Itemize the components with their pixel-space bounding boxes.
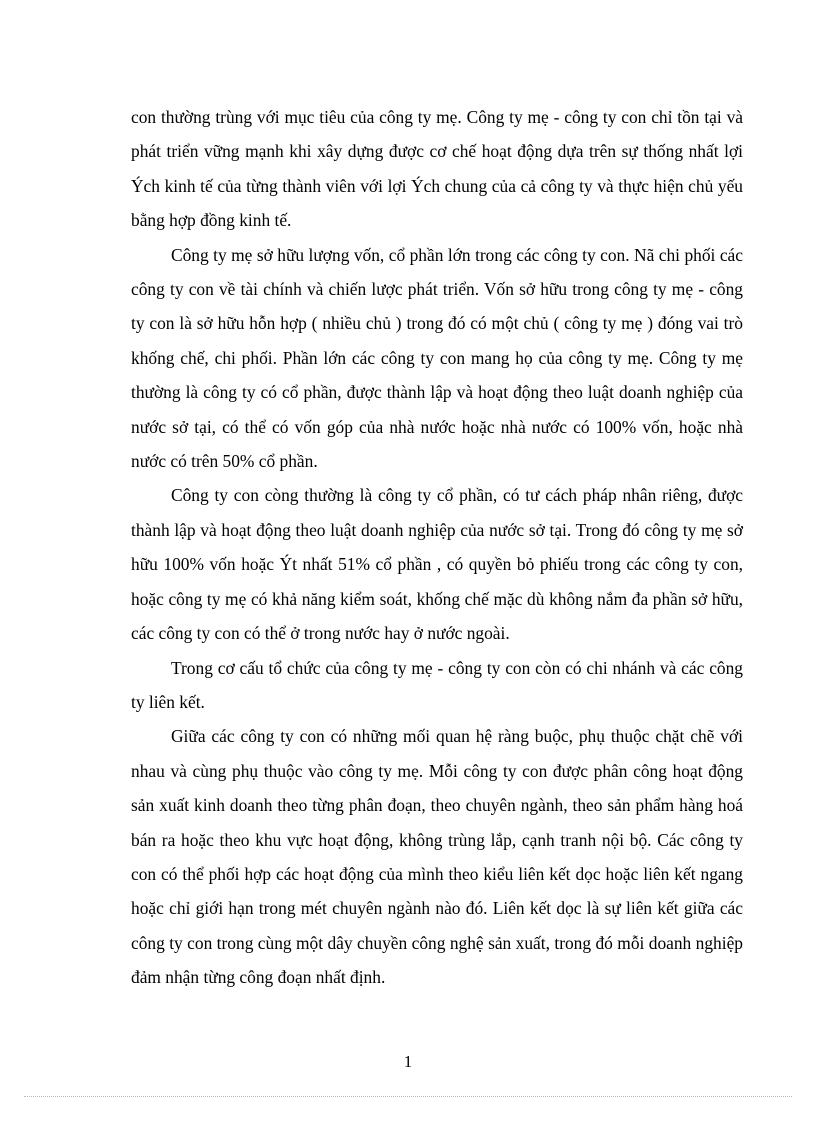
page-number: 1 (403, 1052, 413, 1071)
paragraph-5: Giữa các công ty con có những mối quan hệ ràng buộc, phụ thuộc chặt chẽ với nhau và cùng phụ thuộc vào công ty mẹ. Mỗi công ty con được phân công hoạt động sản xuất kinh doanh theo từng phân đoạn, theo chuyên ngành, theo sản phẩm hàng hoá bán ra hoặc theo khu vực hoạt động, không trùng lắp, cạnh tranh nội bộ. Các công ty con có thể phối hợp các hoạt động của mình theo kiểu liên kết dọc hoặc liên kết ngang hoặc chỉ giới hạn trong mét chuyên ngành nào đó. Liên kết dọc là sự liên kết giữa các công ty con trong cùng một dây chuyền công nghệ sản xuất, trong đó mỗi doanh nghiệp đảm nhận từng công đoạn nhất định. (131, 726, 743, 988)
paragraph-3: Công ty con còng thường là công ty cổ phần, có tư cách pháp nhân riêng, được thành lập và hoạt động theo luật doanh nghiệp của nước sở tại. Trong đó công ty mẹ sở hữu 100% vốn hoặc Ýt nhất 51% cổ phần , có quyền bỏ phiếu trong các công ty con, hoặc công ty mẹ có khả năng kiểm soát, khống chế mặc dù không nắm đa phần sở hữu, các công ty con có thể ở trong nước hay ở nước ngoài. (131, 485, 743, 644)
paragraph-2: Công ty mẹ sở hữu lượng vốn, cổ phần lớn trong các công ty con. Nã chi phối các công ty con về tài chính và chiến lược phát triển. Vốn sở hữu trong công ty mẹ - công ty con là sở hữu hỗn hợp ( nhiều chủ ) trong đó có một chủ ( công ty mẹ ) đóng vai trò khống chế, chi phối. Phần lớn các công ty con mang họ của công ty mẹ. Công ty mẹ thường là công ty có cổ phần, được thành lập và hoạt động theo luật doanh nghiệp của nước sở tại, có thể có vốn góp của nhà nước hoặc nhà nước có 100% vốn, hoặc nhà nước có trên 50% cổ phần. (131, 244, 743, 472)
footer-divider (24, 1096, 792, 1097)
paragraph-4: Trong cơ cấu tổ chức của công ty mẹ - công ty con còn có chi nhánh và các công ty liên kết. (131, 657, 743, 712)
document-body (131, 100, 743, 995)
paragraph-1: con thường trùng với mục tiêu của công ty mẹ. Công ty mẹ - công ty con chỉ tồn tại và phát triển vững mạnh khi xây dựng được cơ chế hoạt động dựa trên sự thống nhất lợi Ých kinh tế của từng thành viên với lợi Ých chung của cả công ty và thực hiện chủ yếu bằng hợp đồng kinh tế. (131, 107, 743, 231)
